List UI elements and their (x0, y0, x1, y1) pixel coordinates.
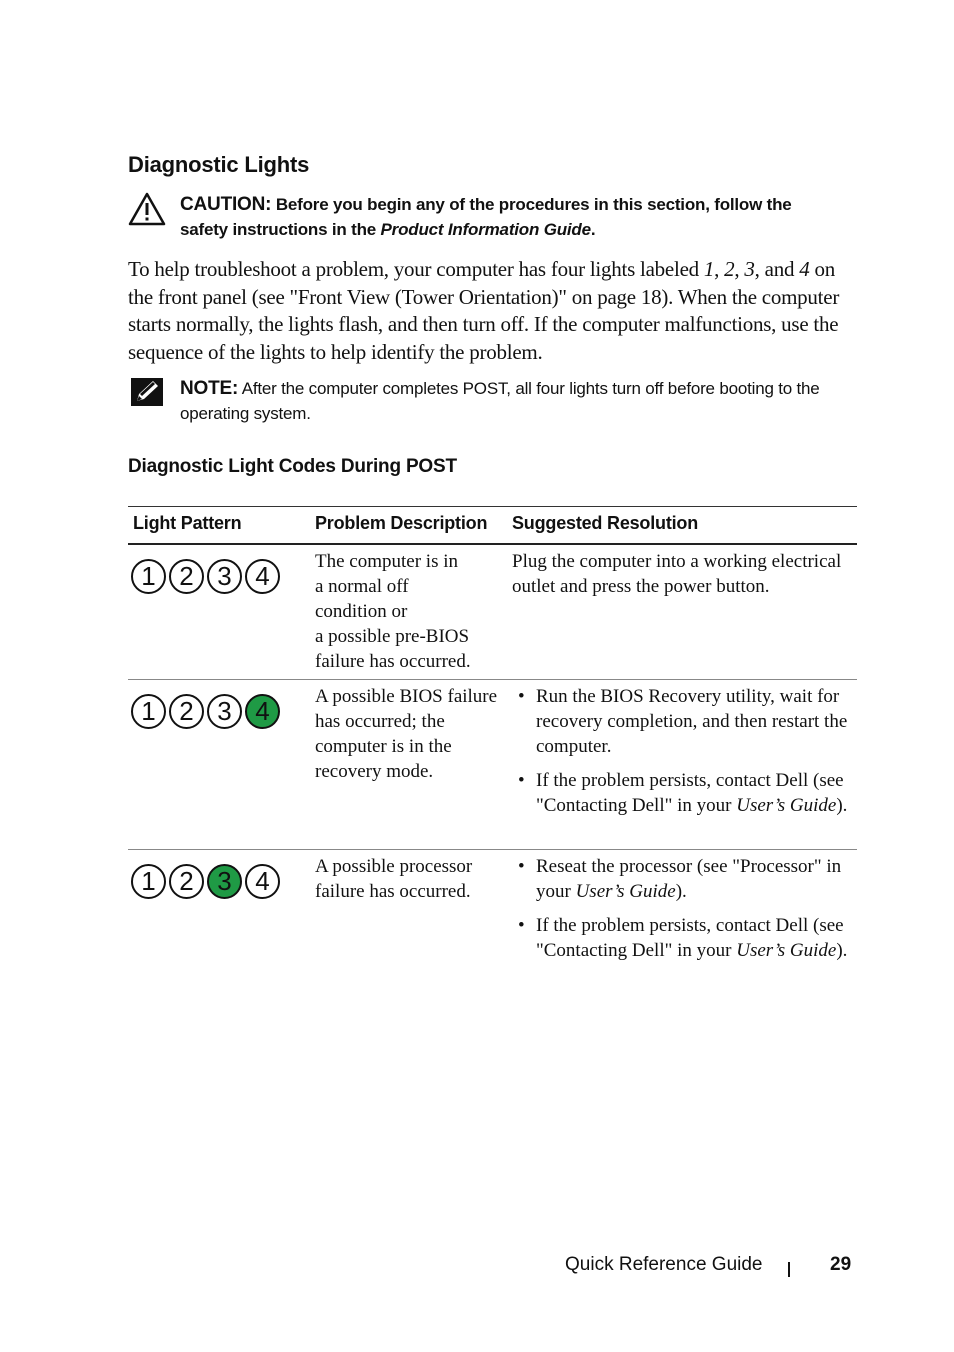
intro-sep-2: , (734, 257, 745, 281)
light-1: 1 (131, 559, 166, 594)
light-2: 2 (169, 559, 204, 594)
intro-text-2: on the front panel (see "Front View (Tower Orientation)" on page 18). When the computer starts normally, the lights flash, and then turn off. If the computer malfunctions, use the sequence of the lights to help identify the problem. (128, 257, 840, 364)
desc-line: The computer is in (315, 551, 458, 572)
resolution-bullet (536, 854, 857, 904)
diagnostic-table (128, 506, 857, 1000)
light-4: 4 (245, 559, 280, 594)
problem-description (315, 549, 505, 674)
desc-line: failure has occurred. (315, 651, 471, 672)
resolution-bullet: • Run the BIOS Recovery utility, wait for recovery completion, and then restart the computer. (536, 684, 857, 759)
note-label: NOTE: (180, 378, 239, 399)
intro-light-2: 2 (724, 257, 735, 281)
header-suggested-resolution: Suggested Resolution (512, 513, 699, 533)
section-heading: Diagnostic Lights (128, 152, 310, 177)
caution-guide-title: Product Information Guide (380, 220, 591, 239)
bullet-text: ). (836, 795, 848, 816)
note-notice (128, 376, 858, 426)
light-row (131, 694, 280, 729)
problem-description: A possible processor failure has occurred. (315, 856, 473, 902)
bullet-guide-title: User’s Guide (736, 795, 837, 816)
suggested-resolution (512, 549, 857, 599)
desc-line: a normal off (315, 576, 409, 597)
table-title: Diagnostic Light Codes During POST (128, 456, 457, 477)
resolution-line: outlet and press the power button. (512, 576, 770, 597)
footer-separator (788, 1262, 790, 1277)
table-row (128, 545, 857, 680)
bullet-text: ). (675, 881, 687, 902)
caution-text-2: safety instructions in the (180, 220, 381, 239)
table-row (128, 680, 857, 850)
intro-text-1: To help troubleshoot a problem, your computer has four lights labeled (128, 257, 704, 281)
desc-line: a possible pre-BIOS (315, 626, 470, 647)
light-2: 2 (169, 694, 204, 729)
caution-label: CAUTION: (180, 194, 272, 215)
header-problem-description: Problem Description (315, 513, 488, 533)
bullet-text: If the problem persists, contact Dell (see "Contacting Dell" in your (536, 770, 844, 816)
resolution-bullet (536, 768, 857, 818)
pencil-icon (131, 378, 163, 411)
intro-light-3: 3 (744, 257, 755, 281)
light-1: 1 (131, 864, 166, 899)
light-1: 1 (131, 694, 166, 729)
note-text: After the computer completes POST, all four lights turn off before booting to the operating system. (180, 379, 820, 423)
desc-line: condition or (315, 601, 408, 622)
light-4: 4 (245, 694, 280, 729)
light-4: 4 (245, 864, 280, 899)
intro-sep-3: , and (754, 257, 800, 281)
light-3: 3 (207, 694, 242, 729)
intro-light-4: 4 (799, 257, 810, 281)
light-3: 3 (207, 864, 242, 899)
light-3: 3 (207, 559, 242, 594)
bullet-text: If the problem persists, contact Dell (see "Contacting Dell" in your (536, 915, 844, 961)
suggested-resolution (512, 684, 857, 827)
light-pattern (131, 694, 280, 729)
intro-light-1: 1 (703, 257, 715, 281)
caution-text-1: Before you begin any of the procedures in this section, follow the (275, 195, 792, 214)
resolution-line: Plug the computer into a working electrical (512, 551, 842, 572)
caution-notice (128, 192, 858, 242)
table-row (128, 850, 857, 1000)
light-pattern (131, 864, 280, 899)
light-pattern (131, 559, 280, 594)
bullet-text: Reseat the processor (see "Processor" in your (536, 856, 842, 902)
intro-sep-1: , (714, 257, 725, 281)
page-number: 29 (830, 1254, 852, 1275)
header-light-pattern: Light Pattern (133, 513, 242, 533)
caution-text-3: . (590, 220, 596, 239)
bullet-guide-title: User’s Guide (575, 881, 676, 902)
intro-paragraph (128, 256, 858, 366)
suggested-resolution (512, 854, 857, 972)
footer-guide-title: Quick Reference Guide (565, 1254, 763, 1275)
light-row (131, 864, 280, 899)
light-2: 2 (169, 864, 204, 899)
bullet-guide-title: User’s Guide (736, 940, 837, 961)
resolution-bullet (536, 913, 857, 963)
light-row (131, 559, 280, 594)
warning-triangle-icon (128, 192, 166, 231)
problem-description: A possible BIOS failure has occurred; the computer is in the recovery mode. (315, 686, 498, 782)
table-header (128, 506, 857, 545)
bullet-text: ). (836, 940, 848, 961)
